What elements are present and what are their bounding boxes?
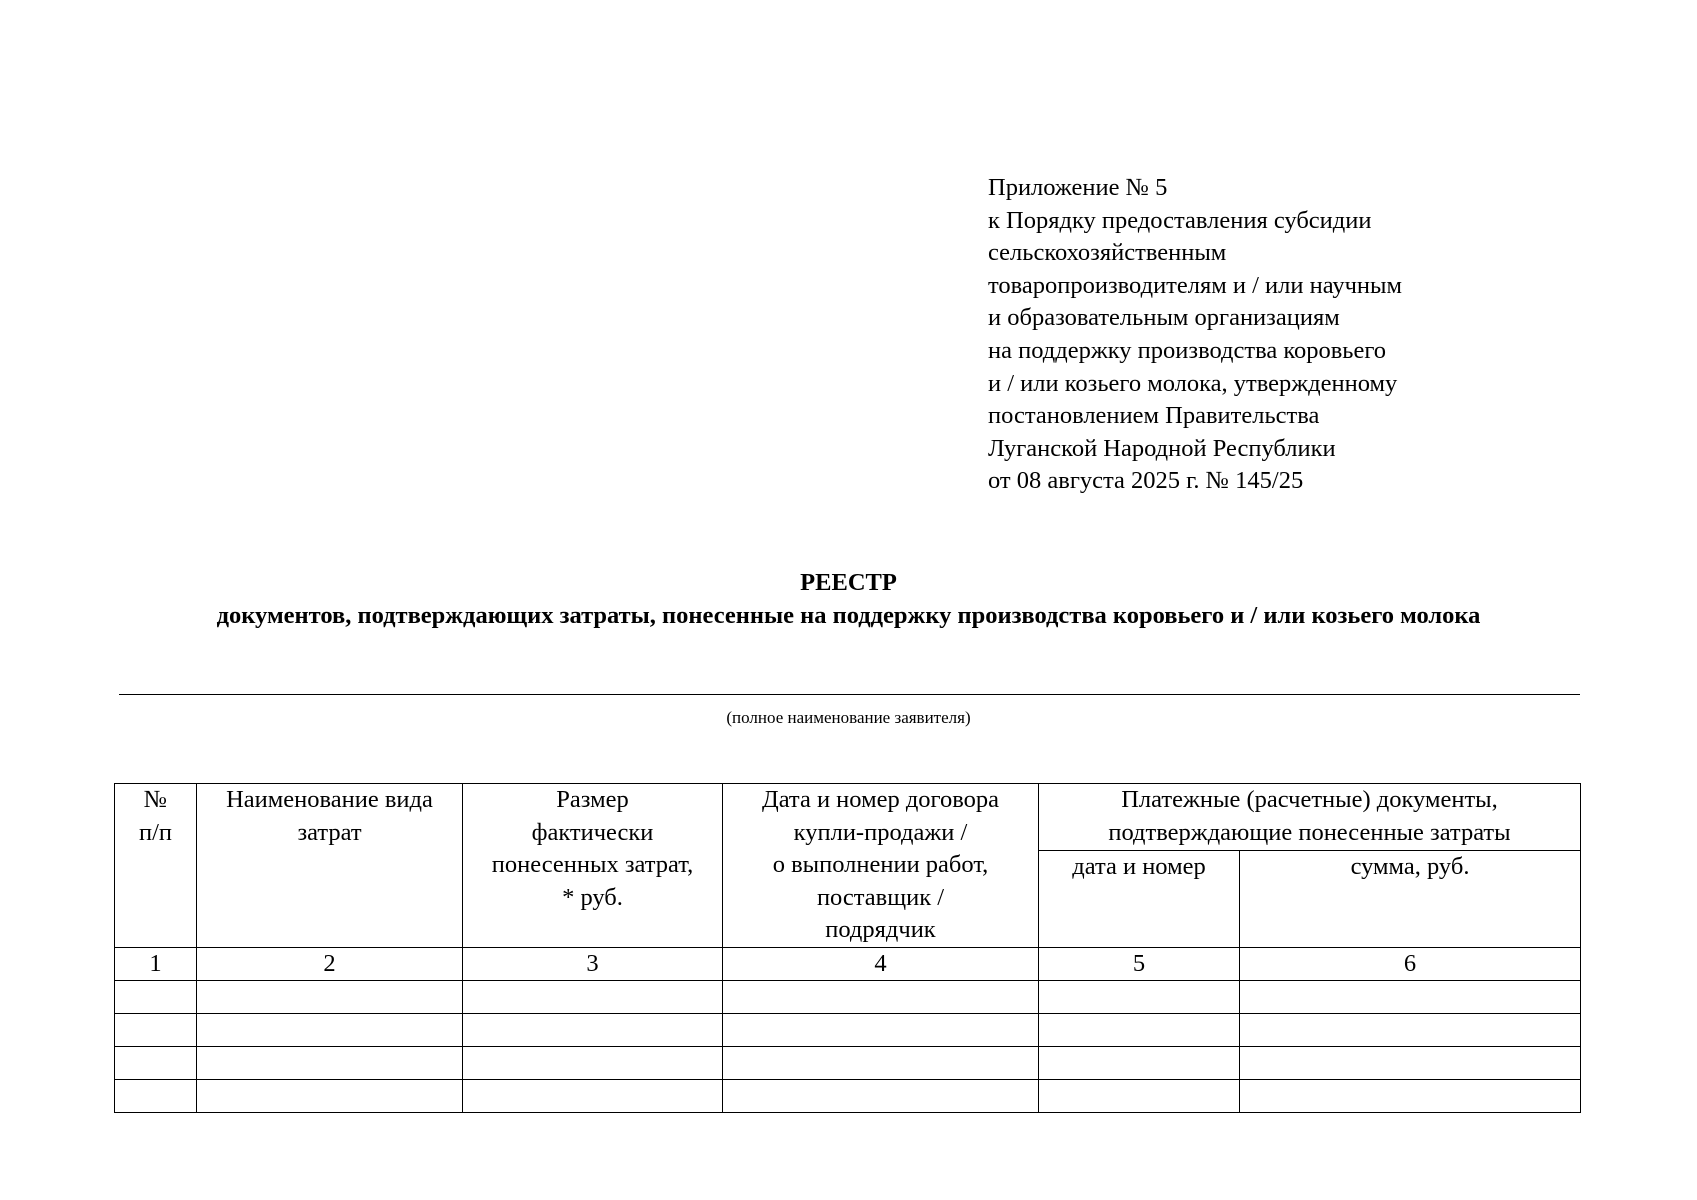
table-row bbox=[115, 980, 1581, 1013]
header-payment-documents: Платежные (расчетные) документы, подтверждающие понесенные затраты bbox=[1039, 784, 1581, 851]
column-number: 2 bbox=[197, 947, 463, 980]
registry-heading: РЕЕСТР bbox=[800, 569, 897, 596]
table-cell bbox=[1240, 1013, 1581, 1046]
table-cell bbox=[1240, 1079, 1581, 1112]
column-number: 5 bbox=[1039, 947, 1240, 980]
table-cell bbox=[723, 1079, 1039, 1112]
appendix-line: и / или козьего молока, утвержденному bbox=[988, 369, 1398, 397]
table-cell bbox=[1240, 980, 1581, 1013]
table-cell bbox=[1039, 1046, 1240, 1079]
registry-table bbox=[114, 783, 1581, 1113]
table-cell bbox=[723, 1046, 1039, 1079]
table-row bbox=[115, 1046, 1581, 1079]
table-cell bbox=[1039, 1013, 1240, 1046]
table-cell bbox=[463, 1079, 723, 1112]
appendix-line: Луганской Народной Республики bbox=[988, 434, 1336, 462]
table-row bbox=[115, 1013, 1581, 1046]
table-cell bbox=[197, 980, 463, 1013]
document-title bbox=[0, 566, 1697, 632]
table-cell bbox=[115, 980, 197, 1013]
table-cell bbox=[197, 1046, 463, 1079]
registry-subheading: документов, подтверждающих затраты, понесенные на поддержку производства коровьего и / или козьего молока bbox=[216, 602, 1481, 629]
table-cell bbox=[1240, 1046, 1581, 1079]
appendix-line: постановлением Правительства bbox=[988, 402, 1320, 430]
table-cell bbox=[115, 1013, 197, 1046]
table-row bbox=[115, 1079, 1581, 1112]
table-cell bbox=[1039, 980, 1240, 1013]
appendix-line: на поддержку производства коровьего bbox=[988, 336, 1387, 364]
appendix-line: товаропроизводителям и / или научным bbox=[988, 271, 1403, 299]
column-number: 6 bbox=[1240, 947, 1581, 980]
table-cell bbox=[1039, 1079, 1240, 1112]
appendix-line: сельскохозяйственным bbox=[988, 239, 1227, 267]
table-cell bbox=[463, 1046, 723, 1079]
table-cell bbox=[723, 1013, 1039, 1046]
appendix-line: от 08 августа 2025 г. № 145/25 bbox=[988, 467, 1304, 495]
appendix-block bbox=[988, 172, 1548, 498]
table-cell bbox=[463, 1013, 723, 1046]
column-number: 1 bbox=[115, 947, 197, 980]
header-sum: сумма, руб. bbox=[1240, 850, 1581, 947]
header-expense-type: Наименование вида затрат bbox=[197, 784, 463, 948]
header-date-number: дата и номер bbox=[1039, 850, 1240, 947]
table-cell bbox=[197, 1013, 463, 1046]
header-number: № п/п bbox=[115, 784, 197, 948]
header-actual-costs: Размер фактически понесенных затрат, * руб. bbox=[463, 784, 723, 948]
table-cell bbox=[723, 980, 1039, 1013]
column-number: 4 bbox=[723, 947, 1039, 980]
appendix-line: и образовательным организациям bbox=[988, 304, 1340, 332]
header-contract: Дата и номер договора купли-продажи / о выполнении работ, поставщик / подрядчик bbox=[723, 784, 1039, 948]
table-cell bbox=[463, 980, 723, 1013]
table-cell bbox=[197, 1079, 463, 1112]
appendix-line: Приложение № 5 bbox=[988, 174, 1168, 201]
table-cell bbox=[115, 1079, 197, 1112]
column-number: 3 bbox=[463, 947, 723, 980]
applicant-name-line bbox=[119, 694, 1580, 695]
column-number-row bbox=[115, 947, 1581, 980]
table-header-row bbox=[115, 784, 1581, 851]
applicant-name-caption: (полное наименование заявителя) bbox=[726, 708, 971, 727]
appendix-line: к Порядку предоставления субсидии bbox=[988, 206, 1372, 234]
table-cell bbox=[115, 1046, 197, 1079]
